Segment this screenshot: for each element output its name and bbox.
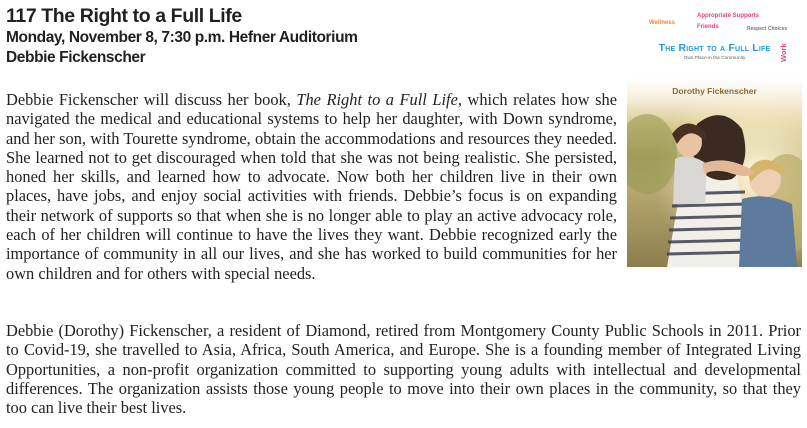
event-header: [6, 4, 606, 68]
description-body: , which relates how she navigated the medical and educational systems to help her daughter, with Down syndrome, and her son, with Tourette syndrome, obtain the accommodations and resources they needed. She learned not to get discouraged when told that she was not being realistic. She persisted, honed her skills, and learned how to advocate. Now both her children live in their own places, have jobs, and enjoy social activities with friends. Debbie’s focus is on expanding their network of supports so that when she is no longer able to play an active advocacy role, each of her children will continue to have the lives they want. Debbie recognized early the importance of community in all our lives, and she has worked to build communities for her own children and for others with special needs.: [6, 90, 618, 283]
cover-author: Dorothy Fickenscher: [672, 86, 757, 96]
cover-word-respect-choices: Respect Choices: [747, 26, 788, 32]
cover-word-wellness: Wellness: [649, 20, 675, 26]
cover-title: The Right to a Full Life: [658, 42, 771, 54]
presenter-bio: Debbie (Dorothy) Fickenscher, a resident of Diamond, retired from Montgomery County Public Schools in 2011. Prior to Covid-19, she travelled to Asia, Africa, South America, and Europe. She is a founding member of Integrated Living Opportunities, a non-profit organization committed to supporting young adults with intellectual and developmental differences. The organization assists those young people to move into their own places in the community, so that they too can live their best lives.: [6, 321, 801, 418]
book-cover-image: [627, 4, 802, 267]
description-intro: Debbie Fickenscher will discuss her book,: [6, 90, 297, 109]
cover-word-appropriate-supports: Appropriate Supports: [697, 13, 760, 19]
cover-subtitle: Own Place in the Community: [683, 56, 746, 61]
event-presenter: Debbie Fickenscher: [6, 49, 146, 66]
event-date-location: Monday, November 8, 7:30 p.m. Hefner Auditorium: [6, 29, 358, 46]
cover-word-work: Work: [779, 43, 788, 62]
event-description: [6, 90, 617, 283]
event-title: 117 The Right to a Full Life: [6, 5, 242, 27]
cover-word-friends: Friends: [697, 24, 719, 30]
book-title: The Right to a Full Life: [296, 90, 458, 109]
